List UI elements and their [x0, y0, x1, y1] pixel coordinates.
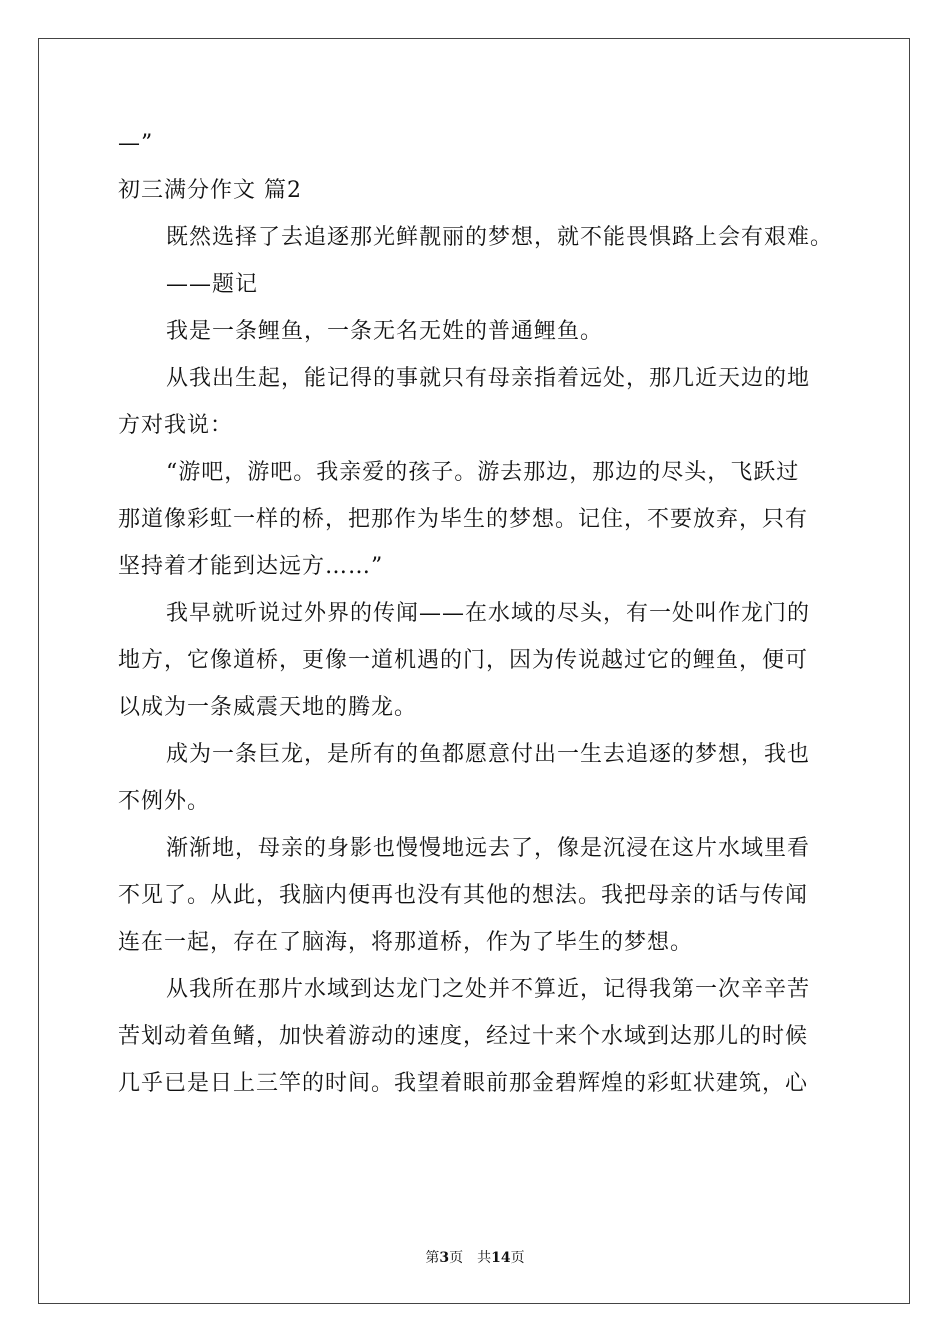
text-line: 那道像彩虹一样的桥，把那作为毕生的梦想。记住，不要放弃，只有	[118, 507, 809, 532]
text-line: —”	[118, 131, 154, 156]
text-line: 我是一条鲤鱼，一条无名无姓的普通鲤鱼。	[166, 319, 604, 344]
text-line: 几乎已是日上三竿的时间。我望着眼前那金碧辉煌的彩虹状建筑，心	[118, 1071, 809, 1096]
page-prefix: 第	[425, 1250, 440, 1266]
total-pages: 14	[491, 1250, 511, 1266]
text-line: 渐渐地，母亲的身影也慢慢地远去了，像是沉浸在这片水域里看	[166, 836, 811, 861]
page-number: 3	[439, 1250, 450, 1266]
text-line: 地方，它像道桥，更像一道机遇的门，因为传说越过它的鲤鱼，便可	[118, 648, 809, 673]
text-line: 不见了。从此，我脑内便再也没有其他的想法。我把母亲的话与传闻	[118, 883, 809, 908]
document-body	[118, 126, 838, 1113]
text-line: 既然选择了去追逐那光鲜靓丽的梦想，就不能畏惧路上会有艰难。	[166, 225, 834, 250]
page-footer	[0, 1247, 950, 1267]
text-line: 连在一起，存在了脑海，将那道桥，作为了毕生的梦想。	[118, 930, 694, 955]
text-line: 从我所在那片水域到达龙门之处并不算近，记得我第一次辛辛苦	[166, 977, 811, 1002]
text-line: 成为一条巨龙，是所有的鱼都愿意付出一生去追逐的梦想，我也	[166, 742, 811, 767]
text-line: 从我出生起，能记得的事就只有母亲指着远处，那几近天边的地	[166, 366, 811, 391]
text-line: “游吧，游吧。我亲爱的孩子。游去那边，那边的尽头，飞跃过	[166, 460, 800, 485]
text-line: 我早就听说过外界的传闻——在水域的尽头，有一处叫作龙门的	[166, 601, 811, 626]
text-line: 初三满分作文 篇2	[118, 178, 302, 203]
text-line: 坚持着才能到达远方……”	[118, 554, 384, 579]
text-line: ——题记	[166, 272, 259, 297]
page-suffix: 页	[449, 1250, 464, 1266]
total-suffix: 页	[510, 1250, 525, 1266]
text-line: 以成为一条威震天地的腾龙。	[118, 695, 418, 720]
total-prefix: 共	[477, 1250, 492, 1266]
text-line: 苦划动着鱼鳍，加快着游动的速度，经过十来个水域到达那儿的时候	[118, 1024, 809, 1049]
text-line: 不例外。	[118, 789, 211, 814]
text-line: 方对我说：	[118, 413, 234, 438]
